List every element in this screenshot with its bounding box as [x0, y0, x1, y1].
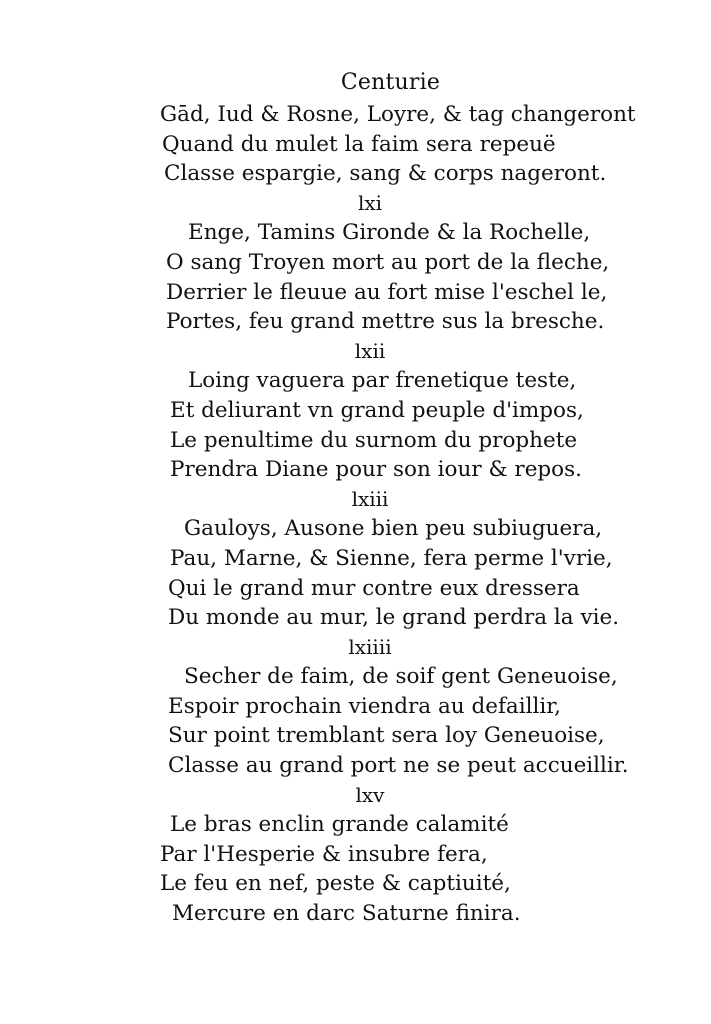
- fragment-quatrain: [160, 100, 660, 189]
- verse-line: Mercure en darc Saturne finira.: [172, 901, 521, 927]
- verse-line: Par l'Hesperie & insubre fera,: [160, 841, 488, 867]
- verse-column: [160, 100, 660, 929]
- verse-line: Et deliurant vn grand peuple d'impos,: [170, 397, 584, 423]
- verse-line: Le feu en nef, peste & captiuité,: [160, 871, 511, 897]
- quatrain: [160, 662, 660, 780]
- verse-line: O sang Troyen mort au port de la fleche,: [166, 249, 610, 275]
- verse-line: Le bras enclin grande calamité: [170, 812, 509, 838]
- verse-line: Prendra Diane pour son iour & repos.: [170, 457, 582, 483]
- page-header: Centurie: [340, 70, 441, 95]
- verse-line: Pau, Marne, & Sienne, fera perme l'vrie,: [170, 545, 613, 571]
- verse-line: Du monde au mur, le grand perdra la vie.: [168, 605, 620, 631]
- quatrain-number: lxi: [357, 190, 383, 215]
- quatrain: [160, 514, 660, 632]
- verse-line: Classe au grand port ne se peut accueillir.: [168, 753, 629, 779]
- verse-line: Classe espargie, sang & corps nageront.: [164, 161, 607, 187]
- verse-line: Gauloys, Ausone bien peu subiuguera,: [184, 516, 603, 542]
- verse-line: Loing vaguera par frenetique teste,: [188, 368, 577, 394]
- verse-line: Qui le grand mur contre eux dressera: [168, 575, 580, 601]
- verse-line: Quand du mulet la faim sera repeuë: [162, 131, 556, 157]
- quatrain: [160, 810, 660, 928]
- verse-line: Secher de faim, de soif gent Geneuoise,: [184, 664, 618, 690]
- verse-line: Gād, Iud & Rosne, Loyre, & tag changeront: [160, 102, 636, 127]
- verse-line: Espoir prochain viendra au defaillir,: [168, 693, 561, 719]
- verse-line: Le penultime du surnom du prophete: [170, 427, 578, 453]
- quatrain: [160, 218, 660, 336]
- verse-line: Portes, feu grand mettre sus la bresche.: [166, 309, 605, 335]
- quatrain-number: lxiiii: [348, 634, 392, 659]
- quatrain-number: lxiii: [351, 486, 389, 511]
- verse-line: Sur point tremblant sera loy Geneuoise,: [168, 723, 605, 749]
- quatrain: [160, 366, 660, 484]
- verse-line: Enge, Tamins Gironde & la Rochelle,: [188, 220, 591, 246]
- quatrain-number: lxv: [355, 782, 385, 807]
- quatrain-number: lxii: [354, 338, 386, 363]
- verse-line: Derrier le fleuue au fort mise l'eschel le,: [166, 279, 608, 305]
